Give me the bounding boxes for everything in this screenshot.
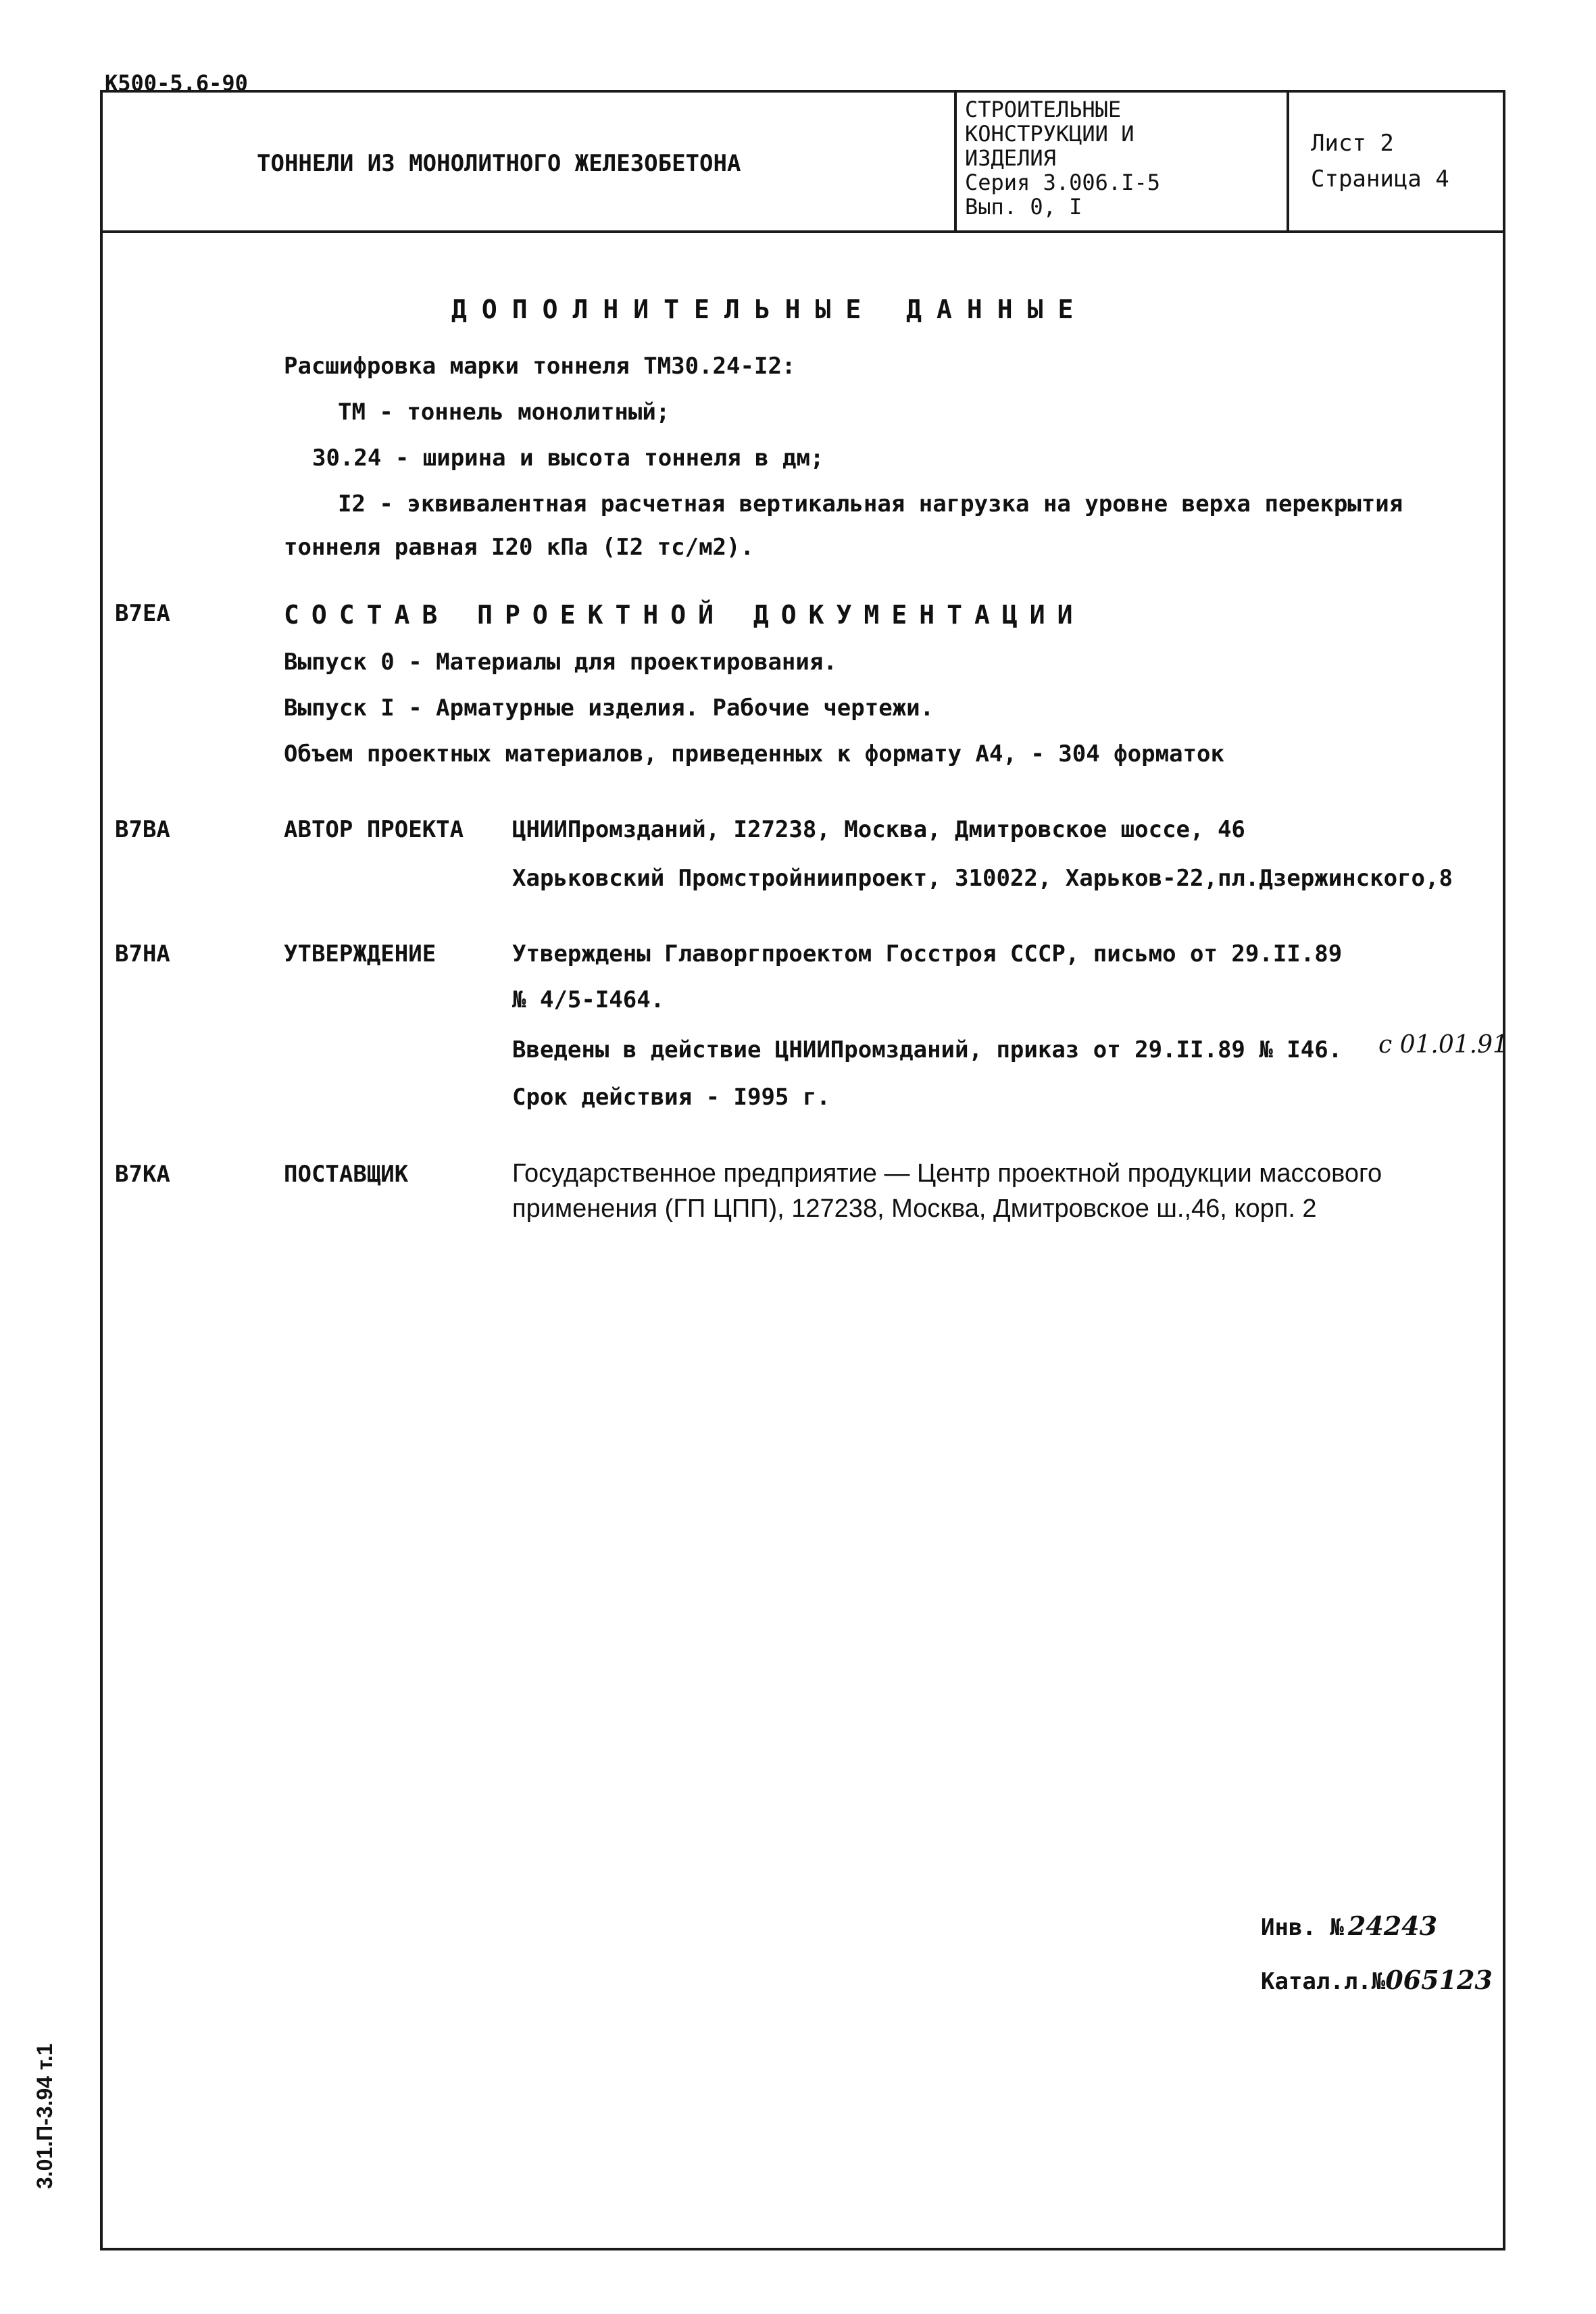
supplier-line-2: применения (ГП ЦПП), 127238, Москва, Дмитровское ш.,46, корп. 2	[512, 1194, 1317, 1223]
author-code: В7ВА	[115, 816, 170, 843]
volume-line: Объем проектных материалов, приведенных к формату А4, - 304 форматок	[284, 740, 1224, 768]
series-line-2: КОНСТРУКЦИИ И	[965, 121, 1134, 147]
inventory-number	[1261, 1911, 1437, 1941]
decoding-line-3: I2 - эквивалентная расчетная вертикальная нагрузка на уровне верха перекрытия	[338, 491, 1403, 518]
approval-line-1: Утверждены Главоргпроектом Госстроя СССР, письмо от 29.II.89	[512, 940, 1343, 967]
series-line-5: Вып. 0, I	[965, 194, 1082, 220]
supplier-code: В7КА	[115, 1161, 170, 1188]
decoding-line-1: ТМ - тоннель монолитный;	[338, 399, 670, 426]
issue-1: Выпуск I - Арматурные изделия. Рабочие чертежи.	[284, 695, 934, 722]
decoding-line-2: 30.24 - ширина и высота тоннеля в дм;	[312, 445, 824, 472]
series-line-4: Серия 3.006.I-5	[965, 170, 1160, 195]
composition-title: СОСТАВ ПРОЕКТНОЙ ДОКУМЕНТАЦИИ	[284, 600, 1085, 630]
top-code: K500-5.6-90	[105, 70, 248, 96]
handwritten-date: с 01.01.91	[1378, 1031, 1508, 1059]
sheet-number: Лист 2	[1311, 130, 1394, 157]
decoding-heading: Расшифровка марки тоннеля ТМ30.24-I2:	[284, 353, 796, 380]
issue-0: Выпуск 0 - Материалы для проектирования.	[284, 649, 837, 676]
series-line-1: СТРОИТЕЛЬНЫЕ	[965, 97, 1122, 122]
series-line-3: ИЗДЕЛИЯ	[965, 145, 1056, 171]
approval-line-3: Введены в действие ЦНИИПромзданий, приказ от 29.II.89 № I46.	[512, 1036, 1343, 1063]
document-title: ТОННЕЛИ ИЗ МОНОЛИТНОГО ЖЕЛЕЗОБЕТОНА	[257, 150, 741, 177]
section-title: ДОПОЛНИТЕЛЬНЫЕ ДАННЫЕ	[451, 295, 1089, 324]
catalog-value: 065123	[1385, 1965, 1493, 1995]
page-number: Страница 4	[1311, 166, 1449, 193]
inventory-label: Инв. №	[1261, 1914, 1344, 1941]
side-stamp: 3.01.П-3.94 т.1	[32, 2043, 57, 2189]
composition-code: В7ЕА	[115, 600, 170, 627]
header-col-divider-1	[954, 90, 957, 232]
approval-code: В7НА	[115, 940, 170, 967]
supplier-line-1: Государственное предприятие — Центр проектной продукции массового	[512, 1159, 1382, 1188]
author-line-1: ЦНИИПромзданий, I27238, Москва, Дмитровское шоссе, 46	[512, 816, 1245, 843]
header-divider	[100, 230, 1505, 233]
decoding-line-4: тоннеля равная I20 кПа (I2 тс/м2).	[284, 534, 754, 561]
supplier-label: ПОСТАВЩИК	[284, 1161, 409, 1188]
approval-line-4: Срок действия - I995 г.	[512, 1084, 830, 1111]
header-col-divider-2	[1287, 90, 1289, 232]
catalog-label: Катал.л.№	[1261, 1968, 1386, 1995]
catalog-number	[1261, 1965, 1493, 1995]
inventory-value: 24243	[1347, 1911, 1438, 1941]
author-line-2: Харьковский Промстройниипроект, 310022, Харьков-22,пл.Дзержинского,8	[512, 865, 1453, 892]
approval-line-2: № 4/5-I464.	[512, 986, 665, 1013]
approval-label: УТВЕРЖДЕНИЕ	[284, 940, 437, 967]
author-label: АВТОР ПРОЕКТА	[284, 816, 464, 843]
